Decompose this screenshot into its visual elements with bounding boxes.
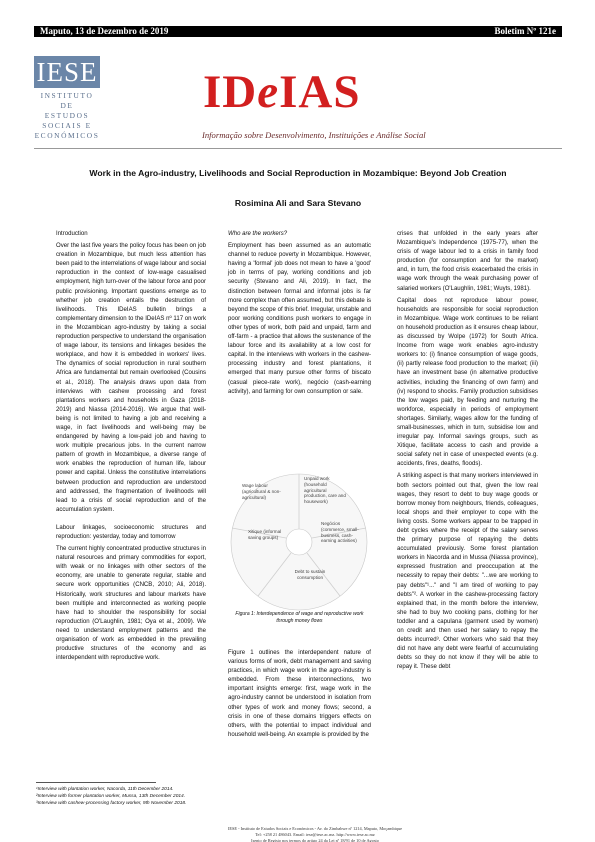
logo-acronym: IESE <box>34 56 100 88</box>
page-footer <box>200 826 430 842</box>
figure-caption: Figura 1: Interdependence of wage and reproductive work through money flows <box>235 611 364 624</box>
paragraph: Over the last five years the policy focus has been on job creation in Mozambique, but much less attention has been paid to the interrelations of wage labour and social reproduction in the context of low-wage casualised employment, high turn-over of the labour force and poor public provisioning. Important questions emerge as to whether job creation entails the destruction of livelihoods. This IDeIAS bulletin brings a complementary dimension to the IDeIAS nº 117 on work in the Mozambican agro-industry by taking a social reproduction perspective to understand the organisation of wage labour, its tensions and linkages besides the workplace, and how it is embedded in workers' lives. The dynamics of social reproduction in rural southern Africa are fundamental but remain overlooked (Cousins et al., 2018). The analysis draws upon data from interviews with cashew processing and forest plantations workers and households in Gaza (2018-2019) and Niassa (2014-2016). We argue that well-being is not limited to having a job and receiving a wage, in fact livelihoods and well-being may be endangered by having a low-paid job and having to work multiple precarious jobs. In the current narrow pattern of growth in Mozambique, a diverse range of work enables the reproduction of human life, labour power and capital. Unless the constitutive interrelations between production and reproduction are understood and addressed, the fragmentation of livelihoods will lead to a crisis of social reproduction and of the accumulation system. <box>56 243 206 513</box>
section-heading: Who are the workers? <box>228 231 288 237</box>
figure-label-wage: Wage labour (agricultural & non-agricultural) <box>242 483 281 500</box>
bulletin-number: Boletim Nº 121e <box>494 26 556 36</box>
footnote: ¹Interview with plantation worker, Nacorda, 11th December 2014. <box>36 787 174 792</box>
footnote: ³Interview with cashew-processing factory worker, 9th November 2018. <box>36 801 187 807</box>
footnotes <box>36 786 366 808</box>
iese-logo <box>34 56 100 141</box>
footnote: ²Interview with former plantation worker, Mussa, 13th December 2014. <box>36 794 186 800</box>
section-heading: Labour linkages, socioeconomic structures and reproduction: yesterday, today and tomorrow <box>56 524 206 540</box>
column-2-continued <box>228 649 371 740</box>
figure-label-xitique: Xitique (informal saving groups) <box>248 529 282 540</box>
paragraph: Capital does not reproduce labour power, households are responsible for social reproduction in Mozambique. Wage work continues to be reliant on household production as it ensures cheap labour, as discussed by Wolpe (1972) for South Africa. Income from wage work enables agro-industry workers to: (i) finance consumption of wage goods, (ii) partly release food production to the market; (iii) have an investment base (in alternative productive activities, including the financing of own farm) and (iv) respond to shocks. Family production subsidises the low wages paid, by feeding and nurturing the workforce, especially in periods of employment shortages. Similarly, wages allow for the funding of small-businesses, which in turn, subsidise low and irregular pay. Informal savings groups, such as Xitique, facilitate access to cash and provide a social safety net in case of unexpected events (e.g. accidents, fires, deaths, floods). <box>397 297 538 468</box>
column-2 <box>228 230 371 400</box>
paragraph: crises that unfolded in the early years after Mozambique's Independence (1975-77), when the crisis of wage labour led to a crisis in family food production (for consumption and for the market) and, in turn, the food crisis exacerbated the crisis in wage work through the weak purchasing power of salaried workers (O'Laughlin, 1981; Wuyts, 1981). <box>397 231 538 292</box>
paragraph: Employment has been assumed as an automatic channel to reduce poverty in Mozambique. However, having a 'formal' job does not mean to have a 'good' job in terms of pay, working conditions and job security (Stevano and Ali, 2019). In fact, the distinction between formal and informal jobs is far more complex than often assumed, but this debate is beyond the scope of this brief. Irregular, unstable and poor working conditions push workers to engage in other types of work, both paid and unpaid, farm and off-farm - a practice that allows the sustenance of the labour force and its availability at a low cost for capital. In the interviews with workers in the cashew-processing industry and forest plantations, it emerged that many pursue other forms of biscato (casual piece-rate work), negócio (cash-earning activity), and farming for own consumption or sale. <box>228 243 371 395</box>
figure-label-debt: Debt to sustain consumption <box>294 569 326 580</box>
article-title: Work in the Agro-industry, Livelihoods and Social Reproduction in Mozambique: Beyond Job Creation <box>89 168 507 178</box>
footer-address: IESE - Instituto de Estudos Sociais e Económicos - Av. do Zimbabwe nº 1214, Maputo, Moçambique <box>227 826 403 831</box>
paragraph: A striking aspect is that many workers interviewed in both sectors pointed out that, given the low real wages, they resort to debt to buy wage goods or borrow money from neighbours, friends, colleagues, local shops and their employer to cope with the living costs. Some workers appear to be trapped in debt cycles where the receipt of the salary serves the primary purpose of repaying the debts accumulated previously. Some forest plantation workers in Nacorda and in Mussa (Niassa province), expressed frustration and preoccupation at the necessity to repay their debts: "...we are working to pay debts"¹..." and "I am tired of working to pay debts"². A worker in the cashew-processing factory explained that, in the month before the interview, she had to buy two cooking pans, clothing for her toddler and a capulana (garment used by women) on credit and then used her salary to repay the debts incurred³. Other workers who said that they did not have any debt were fearful of accumulating debts so they do not know if they will be able to repay it. These debt <box>397 473 538 671</box>
column-1 <box>56 230 206 666</box>
paragraph: The current highly concentrated productive structures in natural resources and primary commodities for export, with weak or no linkages with other sectors of the economy, are unable to generate regular, stable and secure work opportunities (CNCB, 2010; Ali, 2018). Historically, work structures and labour markets have been multiple and interconnected as working people have had to shoulder the responsibility for social reproduction (O'Laughlin, 1981; Oya et al., 2009). We need to understand employment patterns and the organisation of work as embedded in the prevailing productive structures of the economy and as interdependent with reproductive work. <box>56 546 206 662</box>
header-bar <box>34 26 562 37</box>
footnote-divider <box>36 782 156 783</box>
article-authors: Rosimina Ali and Sara Stevano <box>234 198 362 208</box>
logo-line: SOCIAIS E <box>42 121 92 130</box>
section-heading: Introduction <box>56 231 88 237</box>
footer-contact: Tel: +258 21 486043. Email: iese@iese.ac.mz. http://www.iese.ac.mz <box>255 832 375 837</box>
paragraph: Figure 1 outlines the interdependent nature of various forms of work, debt management and saving practices, in which wage work in the agro-industry is embedded. From these interconnections, two important insights emerge: first, wage work in the agro-industry cannot be understood in isolation from other types of work and money flows; second, a crisis in one of these domains triggers effects on others, with the potential to impact individual and household well-being. An example is provided by the <box>228 650 371 738</box>
logo-line: INSTITUTO DE <box>40 91 94 110</box>
figure-label-unpaid: Unpaid work (household agricultural production, care and housework) <box>304 476 346 505</box>
logo-line: ECONÓMICOS <box>34 131 100 140</box>
masthead-tagline: Informação sobre Desenvolvimento, Instituições e Análise Social <box>202 130 426 140</box>
header-divider <box>34 148 562 149</box>
figure-label-negocios: Negócios (commerce, small-business, cash-earning activities) <box>321 521 359 544</box>
issue-date: Maputo, 13 de Dezembro de 2019 <box>40 26 169 36</box>
column-3 <box>397 230 538 676</box>
logo-line: ESTUDOS <box>44 111 90 120</box>
footer-registration: Isento de Registo nos termos do artigo 24 da Lei nº 18/91 de 10 de Agosto <box>251 838 379 842</box>
masthead-title: IDeIAS <box>203 66 361 118</box>
